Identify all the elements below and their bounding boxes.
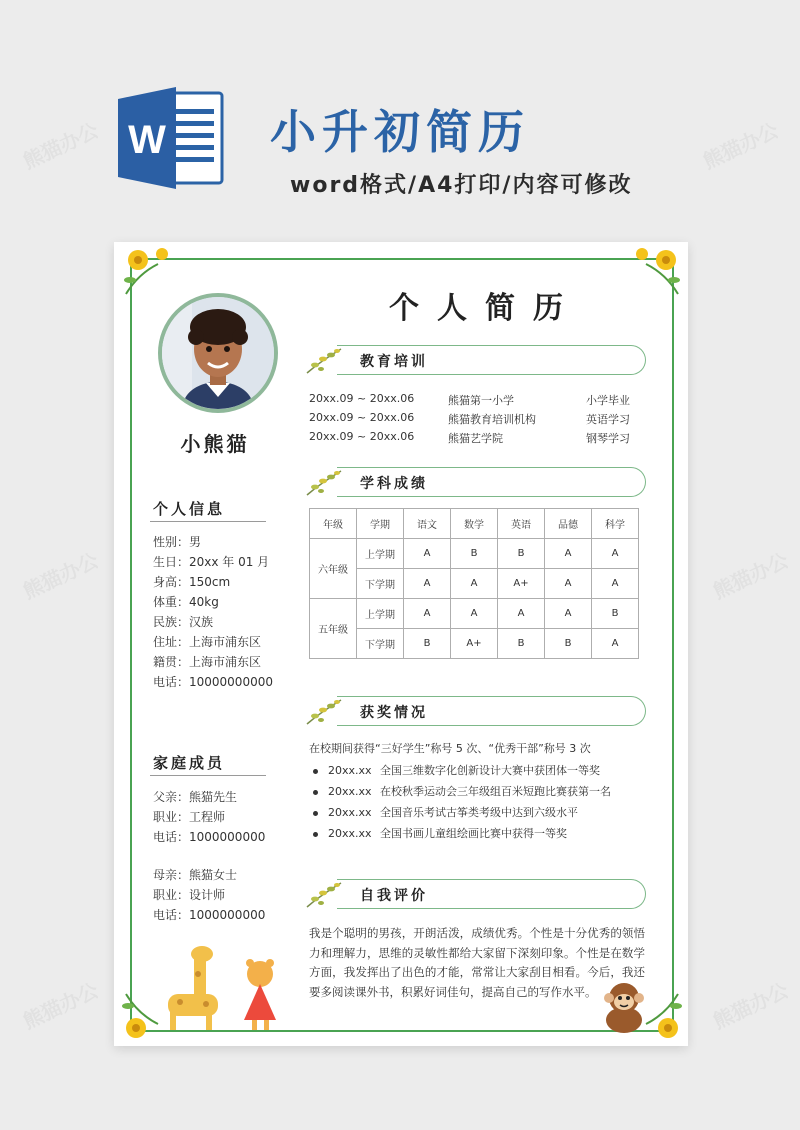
watermark: 熊猫办公 (709, 548, 792, 604)
edu-school: 熊猫教育培训机构 (448, 413, 536, 426)
family-heading: 家庭成员 (153, 754, 226, 772)
award-item (313, 762, 600, 778)
bullet-icon (313, 832, 318, 837)
section-header-education (303, 345, 647, 375)
self-evaluation-text: 我是个聪明的男孩，开朗活泼，成绩优秀。个性是十分优秀的领悟力和理解力，思维的灵敏性都给大家留下深刻印象。个性是在数学方面，我发挥出了出色的才能，常常让大家刮目相看。今后，我还要多阅读课外书，积累好词佳句，提高自己的写作水平。 (309, 926, 645, 999)
education-row (309, 430, 639, 446)
score-cell: A (592, 569, 639, 599)
education-row (309, 411, 639, 427)
edu-period: 20xx.09 ~ 20xx.06 (309, 430, 415, 443)
score-cell: A (404, 599, 451, 629)
family-row: 父亲：熊猫先生 (153, 790, 238, 804)
section-title: 自我评价 (360, 888, 428, 904)
edu-period: 20xx.09 ~ 20xx.06 (309, 411, 415, 424)
flower-corner-icon (118, 244, 178, 304)
edu-note: 小学毕业 (586, 394, 630, 407)
score-cell: B (451, 539, 498, 569)
bullet-icon (313, 811, 318, 816)
award-text: 全国书画儿童组绘画比赛中获得一等奖 (380, 827, 567, 840)
banner-title: 小升初简历 (270, 105, 530, 159)
section-header-awards (303, 696, 647, 726)
score-cell: A (545, 539, 592, 569)
section-title: 获奖情况 (360, 705, 428, 721)
avatar (158, 293, 278, 413)
term-cell: 下学期 (357, 569, 404, 599)
award-item (313, 783, 611, 799)
award-item (313, 804, 578, 820)
award-year: 20xx.xx (328, 827, 372, 840)
score-cell: A (592, 629, 639, 659)
table-row (310, 569, 639, 599)
score-cell: A (545, 569, 592, 599)
score-cell: A+ (451, 629, 498, 659)
personal-info-heading: 个人信息 (153, 500, 226, 518)
score-cell: A (451, 599, 498, 629)
watermark: 熊猫办公 (709, 978, 792, 1034)
section-header-self-eval (303, 879, 647, 909)
word-logo-icon (118, 85, 226, 191)
leaf-branch-icon (303, 694, 345, 728)
score-cell: B (404, 629, 451, 659)
family-row: 母亲：熊猫女士 (153, 868, 238, 882)
heading-underline (150, 521, 266, 522)
award-item (313, 825, 567, 841)
column-header: 学期 (357, 509, 404, 539)
score-cell: A (404, 539, 451, 569)
award-intro: 在校期间获得“三好学生”称号 5 次、“优秀干部”称号 3 次 (309, 742, 591, 755)
heading-underline (150, 775, 266, 776)
table-header-row (310, 509, 639, 539)
education-row (309, 392, 639, 408)
column-header: 数学 (451, 509, 498, 539)
edu-school: 熊猫第一小学 (448, 394, 514, 407)
info-row: 民族：汉族 (153, 615, 214, 629)
score-cell: B (545, 629, 592, 659)
award-year: 20xx.xx (328, 806, 372, 819)
term-cell: 上学期 (357, 599, 404, 629)
award-year: 20xx.xx (328, 764, 372, 777)
edu-period: 20xx.09 ~ 20xx.06 (309, 392, 415, 405)
bullet-icon (313, 790, 318, 795)
column-header: 年级 (310, 509, 357, 539)
family-row: 电话：1000000000 (153, 830, 266, 844)
info-row: 性别：男 (153, 535, 202, 549)
info-row: 身高：150cm (153, 575, 231, 589)
bullet-icon (313, 769, 318, 774)
term-cell: 上学期 (357, 539, 404, 569)
info-row: 电话：10000000000 (153, 675, 273, 689)
leaf-branch-icon (303, 465, 345, 499)
grade-cell: 六年级 (310, 539, 357, 599)
family-row: 电话：1000000000 (153, 908, 266, 922)
score-cell: A (592, 539, 639, 569)
score-cell: B (592, 599, 639, 629)
watermark: 熊猫办公 (19, 548, 102, 604)
score-cell: A (451, 569, 498, 599)
info-row: 住址：上海市浦东区 (153, 635, 262, 649)
watermark: 熊猫办公 (19, 978, 102, 1034)
award-text: 全国音乐考试古筝类考级中达到六级水平 (380, 806, 578, 819)
giraffe-cat-illustration (150, 944, 300, 1034)
family-row: 职业：工程师 (153, 810, 226, 824)
leaf-branch-icon (303, 877, 345, 911)
edu-note: 英语学习 (586, 413, 630, 426)
banner-subtitle: word格式/A4打印/内容可修改 (290, 173, 633, 198)
table-row (310, 629, 639, 659)
family-row: 职业：设计师 (153, 888, 226, 902)
edu-note: 钢琴学习 (586, 432, 630, 445)
section-title: 教育培训 (360, 354, 428, 370)
section-title: 学科成绩 (360, 476, 428, 492)
watermark: 熊猫办公 (19, 118, 102, 174)
student-name: 小熊猫 (180, 432, 250, 456)
award-text: 全国三维数字化创新设计大赛中获团体一等奖 (380, 764, 600, 777)
column-header: 语文 (404, 509, 451, 539)
award-text: 在校秋季运动会三年级组百米短跑比赛获第一名 (380, 785, 611, 798)
info-row: 籍贯：上海市浦东区 (153, 655, 262, 669)
score-cell: A (404, 569, 451, 599)
score-cell: B (498, 629, 545, 659)
svg-text:W: W (128, 118, 166, 162)
grades-table (309, 508, 639, 659)
score-cell: A (498, 599, 545, 629)
award-year: 20xx.xx (328, 785, 372, 798)
column-header: 品德 (545, 509, 592, 539)
column-header: 英语 (498, 509, 545, 539)
info-row: 生日：20xx 年 01 月 (153, 555, 270, 569)
term-cell: 下学期 (357, 629, 404, 659)
grade-cell: 五年级 (310, 599, 357, 659)
score-cell: B (498, 539, 545, 569)
column-header: 科学 (592, 509, 639, 539)
info-row: 体重：40kg (153, 595, 219, 609)
table-row (310, 539, 639, 569)
watermark: 熊猫办公 (699, 118, 782, 174)
edu-school: 熊猫艺学院 (448, 432, 503, 445)
score-cell: A+ (498, 569, 545, 599)
score-cell: A (545, 599, 592, 629)
resume-title: 个人简历 (389, 291, 581, 326)
leaf-branch-icon (303, 343, 345, 377)
section-header-grades (303, 467, 647, 497)
table-row (310, 599, 639, 629)
